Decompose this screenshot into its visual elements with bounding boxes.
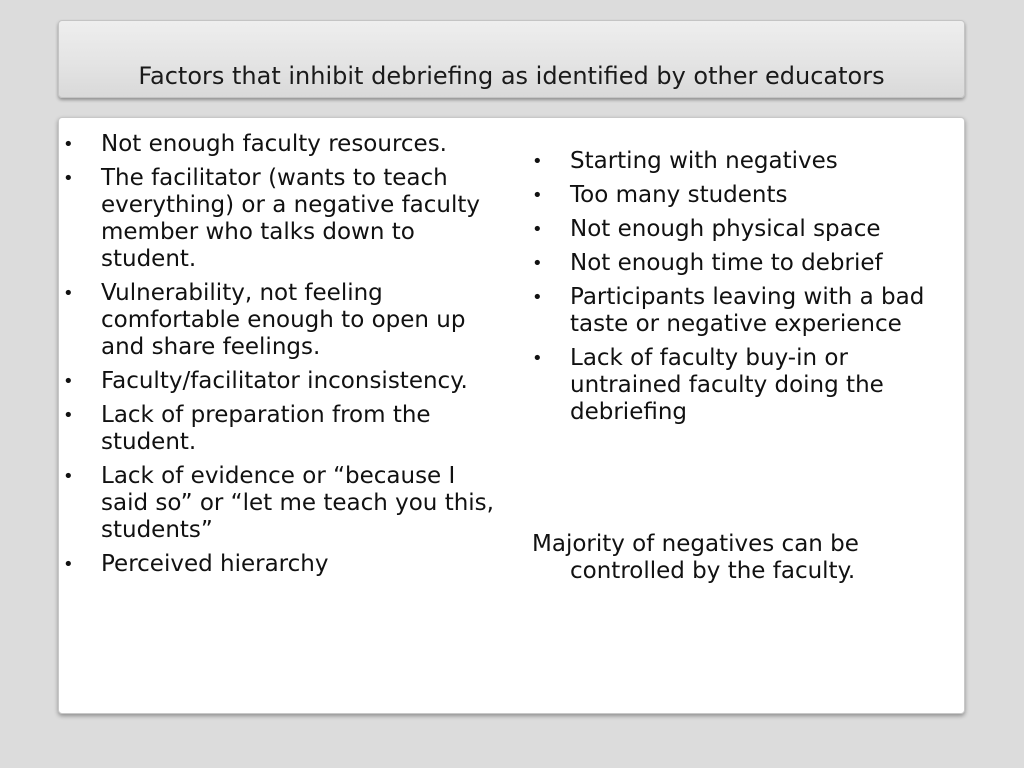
bullet-icon: • — [532, 253, 543, 274]
bullet-text: The facilitator (wants to teach everything) or a negative faculty member who talks down to student. — [101, 165, 481, 272]
bullet-text: Lack of faculty buy-in or untrained faculty doing the debriefing — [570, 345, 884, 425]
content-box — [58, 117, 965, 714]
slide-title: Factors that inhibit debriefing as identified by other educators — [138, 62, 885, 90]
bullet-icon: • — [63, 134, 74, 155]
bullet-text: Not enough faculty resources. — [101, 131, 447, 157]
left-bullet-list — [63, 131, 506, 585]
bullet-text: Starting with negatives — [570, 148, 838, 174]
bullet-item — [63, 165, 506, 273]
bullet-text: Lack of preparation from the student. — [101, 402, 431, 455]
bullet-icon: • — [63, 554, 74, 575]
bullet-text: Vulnerability, not feeling comfortable enough to open up and share feelings. — [101, 280, 466, 360]
bullet-item — [63, 402, 506, 456]
bullet-item — [63, 368, 506, 395]
summary-note: Majority of negatives can be controlled by the faculty. — [532, 531, 859, 584]
bullet-item — [63, 280, 506, 361]
bullet-icon: • — [63, 371, 74, 392]
bullet-icon: • — [63, 283, 74, 304]
bullet-item — [532, 345, 965, 426]
bullet-item — [63, 463, 506, 544]
title-box — [58, 20, 965, 98]
bullet-text: Perceived hierarchy — [101, 551, 329, 577]
bullet-text: Not enough physical space — [570, 216, 881, 242]
bullet-icon: • — [532, 287, 543, 308]
bullet-item — [532, 284, 965, 338]
bullet-icon: • — [532, 151, 543, 172]
bullet-text: Not enough time to debrief — [570, 250, 883, 276]
bullet-icon: • — [63, 466, 74, 487]
bullet-icon: • — [532, 348, 543, 369]
bullet-item — [532, 216, 965, 243]
right-bullet-list — [532, 148, 965, 433]
bullet-item — [532, 182, 965, 209]
bullet-text: Faculty/facilitator inconsistency. — [101, 368, 468, 394]
bullet-item — [63, 551, 506, 578]
bullet-item — [532, 250, 965, 277]
bullet-item — [532, 148, 965, 175]
bullet-icon: • — [63, 405, 74, 426]
bullet-text: Too many students — [570, 182, 788, 208]
bullet-icon: • — [532, 219, 543, 240]
bullet-item — [63, 131, 506, 158]
bullet-icon: • — [63, 168, 74, 189]
bullet-text: Participants leaving with a bad taste or negative experience — [570, 284, 925, 337]
bullet-icon: • — [532, 185, 543, 206]
bullet-text: Lack of evidence or “because I said so” or “let me teach you this, students” — [101, 463, 494, 543]
